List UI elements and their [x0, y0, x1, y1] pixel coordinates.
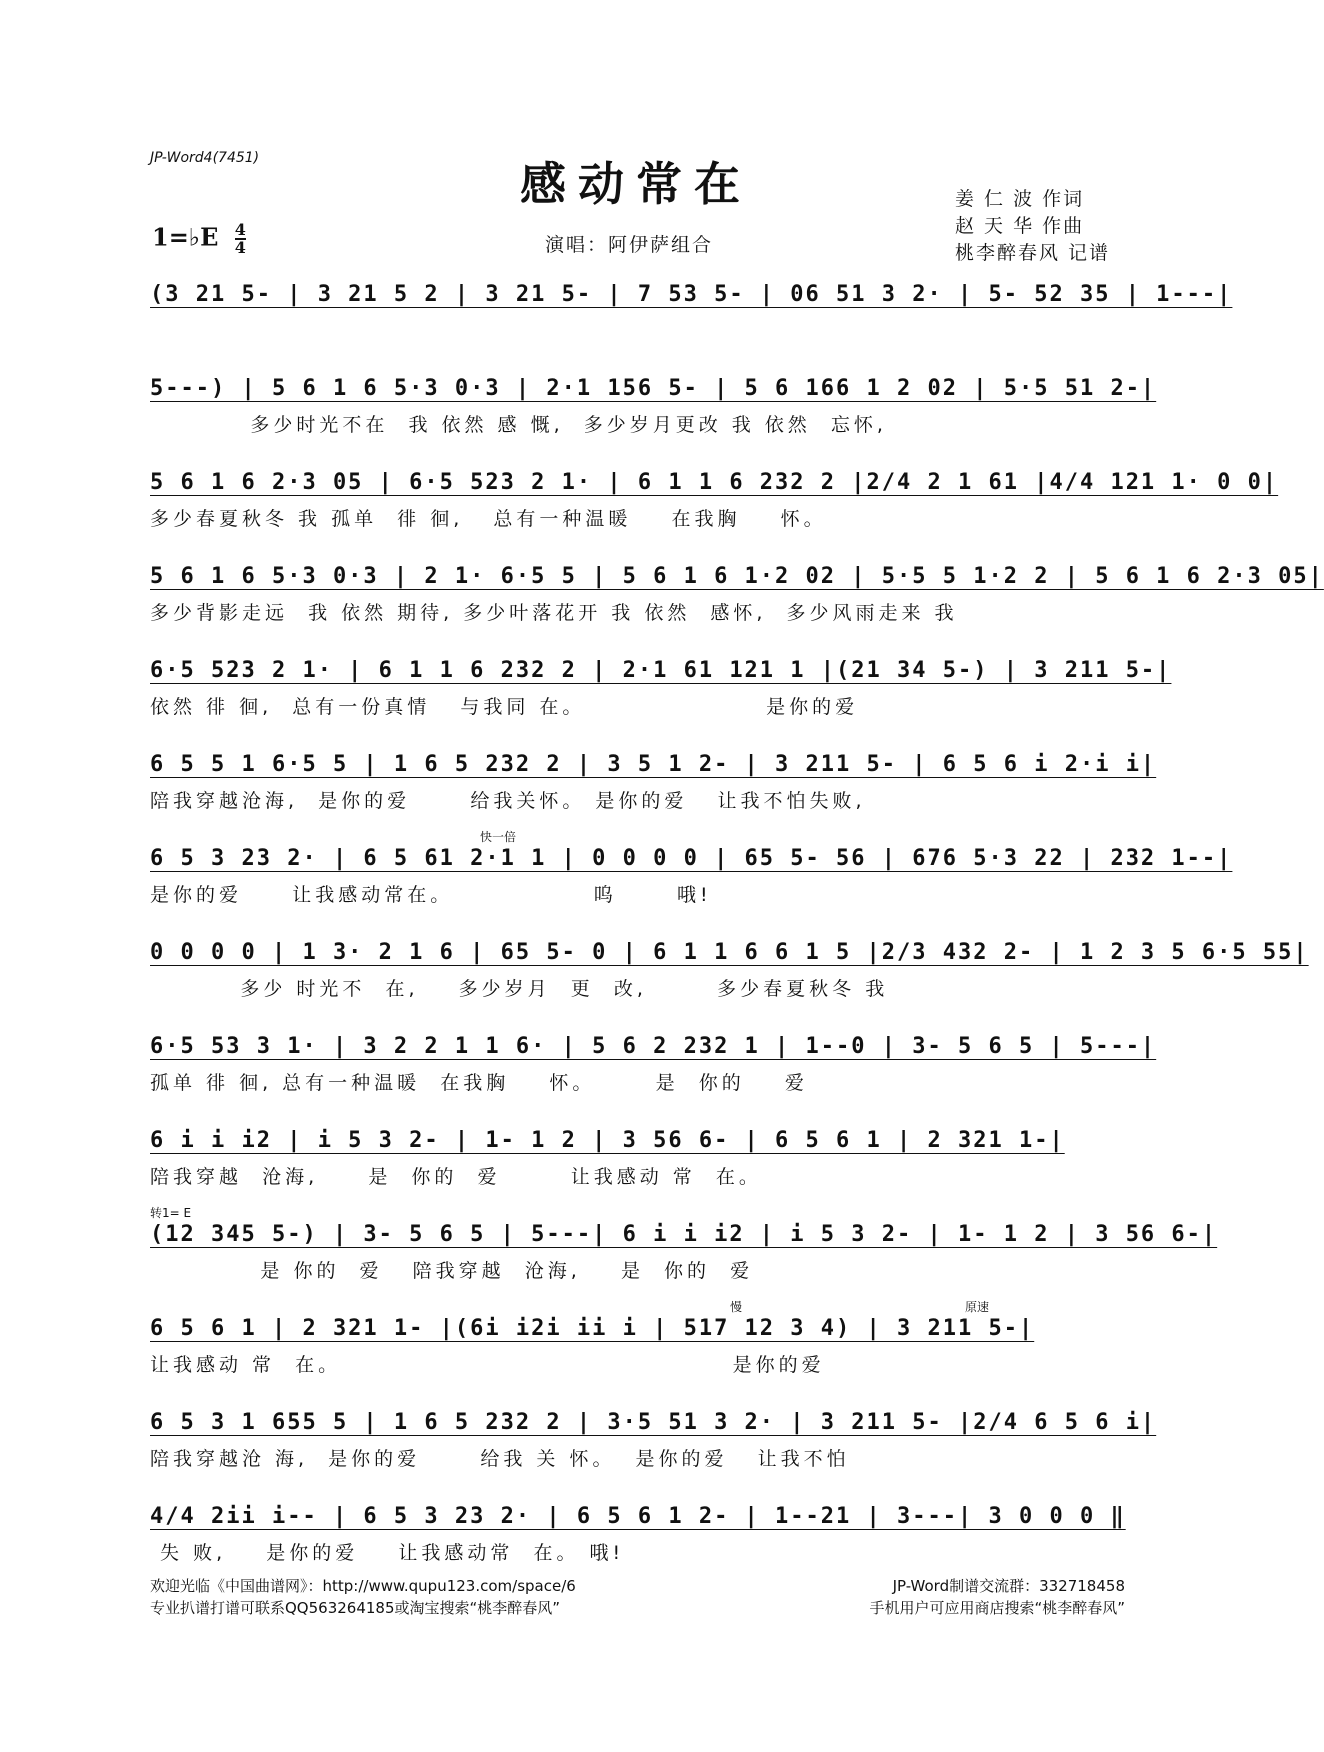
notes-line: 6 5 5 1 6·5 5 | 1 6 5 232 2 | 3 5 1 2- | 3 211 5- | 6 5 6 i 2·i i| [150, 752, 1157, 777]
composer: 赵 天 华 作曲 [955, 215, 1085, 237]
footer-row [150, 1597, 1125, 1619]
time-signature [235, 222, 246, 256]
lyrics-line: 陪我穿越沧 海, 是你的爱 给我 关 怀。 是你的爱 让我不怕 [150, 1448, 850, 1470]
lyrics-line: 让我感动 常 在。 是你的爱 [150, 1354, 825, 1376]
lyricist: 姜 仁 波 作词 [955, 188, 1085, 210]
transcriber: 桃李醉春风 记谱 [955, 242, 1111, 264]
score-system [150, 374, 1157, 468]
time-sig-top: 4 [234, 220, 246, 239]
notes-line: 5---) | 5 6 1 6 5·3 0·3 | 2·1 156 5- | 5 6 166 1 2 02 | 5·5 51 2-| [150, 376, 1157, 401]
score-system [150, 280, 1233, 374]
lyrics-line: 是你的爱 让我感动常在。 呜 哦! [150, 884, 712, 906]
score-system [150, 1126, 1130, 1220]
footer [150, 1575, 1125, 1619]
score-system [150, 830, 1233, 938]
slow-marker: 慢 [730, 1300, 743, 1314]
notes-line: (3 21 5- | 3 21 5 2 | 3 21 5- | 7 53 5- | 06 51 3 2· | 5- 52 35 | 1---| [150, 282, 1233, 307]
lyrics-line: 失 败, 是你的爱 让我感动常 在。 哦! [150, 1542, 625, 1564]
website-link[interactable]: 欢迎光临《中国曲谱网》：http://www.qupu123.com/space/6 [150, 1577, 576, 1595]
tempo-marker-fast: 快一倍 [480, 830, 517, 844]
score-system [150, 1032, 1157, 1126]
lyrics-line: 多少时光不在 我 依然 感 慨, 多少岁月更改 我 依然 忘怀, [150, 414, 887, 436]
notes-line: 5 6 1 6 5·3 0·3 | 2 1· 6·5 5 | 5 6 1 6 1·2 02 | 5·5 5 1·2 2 | 5 6 1 6 2·3 05| [150, 564, 1324, 589]
original-tempo-marker: 原速 [965, 1300, 990, 1314]
lyrics-line: 是 你的 爱 陪我穿越 沧海, 是 你的 爱 [150, 1260, 754, 1282]
lyrics-line: 多少 时光不 在, 多少岁月 更 改, 多少春夏秋冬 我 [150, 978, 889, 1000]
notes-line: (12 345 5-) | 3- 5 6 5 | 5---| 6 i i i2 | i 5 3 2- | 1- 1 2 | 3 56 6-| [150, 1222, 1218, 1247]
app-store-hint: 手机用户可应用商店搜索“桃李醉春风” [869, 1599, 1125, 1617]
score-system [150, 750, 1157, 844]
score-system [150, 1300, 1130, 1408]
notes-line: 0 0 0 0 | 1 3· 2 1 6 | 65 5- 0 | 6 1 1 6 6 1 5 |2/3 432 2- | 1 2 3 5 6·5 55| [150, 940, 1309, 965]
modulation-marker: 转1= E [150, 1206, 192, 1220]
lyrics-line: 多少背影走远 我 依然 期待, 多少叶落花开 我 依然 感怀, 多少风雨走来 我 [150, 602, 958, 624]
notes-line: 6 i i i2 | i 5 3 2- | 1- 1 2 | 3 56 6- | 6 5 6 1 | 2 321 1-| [150, 1128, 1065, 1153]
app-tag: JP-Word4(7451) [150, 150, 260, 166]
notes-line: 6·5 523 2 1· | 6 1 1 6 232 2 | 2·1 61 121 1 |(21 34 5-) | 3 211 5-| [150, 658, 1172, 683]
score-system [150, 938, 1309, 1032]
notes-line: 5 6 1 6 2·3 05 | 6·5 523 2 1· | 6 1 1 6 232 2 |2/4 2 1 61 |4/4 121 1· 0 0| [150, 470, 1279, 495]
notes-line: 6 5 3 1 655 5 | 1 6 5 232 2 | 3·5 51 3 2· | 3 211 5- |2/4 6 5 6 i| [150, 1410, 1157, 1435]
notes-line: 6·5 53 3 1· | 3 2 2 1 1 6· | 5 6 2 232 1 | 1--0 | 3- 5 6 5 | 5---| [150, 1034, 1157, 1059]
lyrics-line: 多少春夏秋冬 我 孤单 徘 徊, 总有一种温暖 在我胸 怀。 [150, 508, 827, 530]
page-title: 感动常在 [520, 157, 752, 211]
notes-line: 4/4 2ii i-- | 6 5 3 23 2· | 6 5 6 1 2- | 1--21 | 3---| 3 0 0 0 ‖ [150, 1504, 1126, 1529]
time-sig-bottom: 4 [234, 238, 246, 257]
credits [955, 186, 1110, 267]
singer: 演唱：阿伊萨组合 [545, 234, 714, 256]
notes-line: 6 5 6 1 | 2 321 1- |(6i i2i ii i | 517 12 3 4) | 3 211 5-| [150, 1316, 1035, 1341]
lyrics-line: 陪我穿越沧海, 是你的爱 给我关怀。 是你的爱 让我不怕失败, [150, 790, 866, 812]
lyrics-line: 孤单 徘 徊, 总有一种温暖 在我胸 怀。 是 你的 爱 [150, 1072, 808, 1094]
notes-line: 6 5 3 23 2· | 6 5 61 2·1 1 | 0 0 0 0 | 65 5- 56 | 676 5·3 22 | 232 1--| [150, 846, 1233, 871]
score-body [150, 280, 1324, 1596]
score-system [150, 1408, 1157, 1502]
qq-group: JP-Word制谱交流群：332718458 [892, 1577, 1125, 1595]
score-system [150, 468, 1279, 562]
key-label: 1=♭E [152, 222, 219, 252]
contact-info: 专业扒谱打谱可联系QQ563264185或淘宝搜索“桃李醉春风” [150, 1599, 561, 1617]
score-system [150, 562, 1324, 656]
lyrics-line: 依然 徘 徊, 总有一份真情 与我同 在。 是你的爱 [150, 696, 859, 718]
score-system [150, 656, 1172, 750]
lyrics-line: 陪我穿越 沧海, 是 你的 爱 让我感动 常 在。 [150, 1166, 762, 1188]
lyrics-line [150, 316, 1130, 346]
footer-row [150, 1575, 1125, 1597]
key-signature [152, 222, 246, 256]
